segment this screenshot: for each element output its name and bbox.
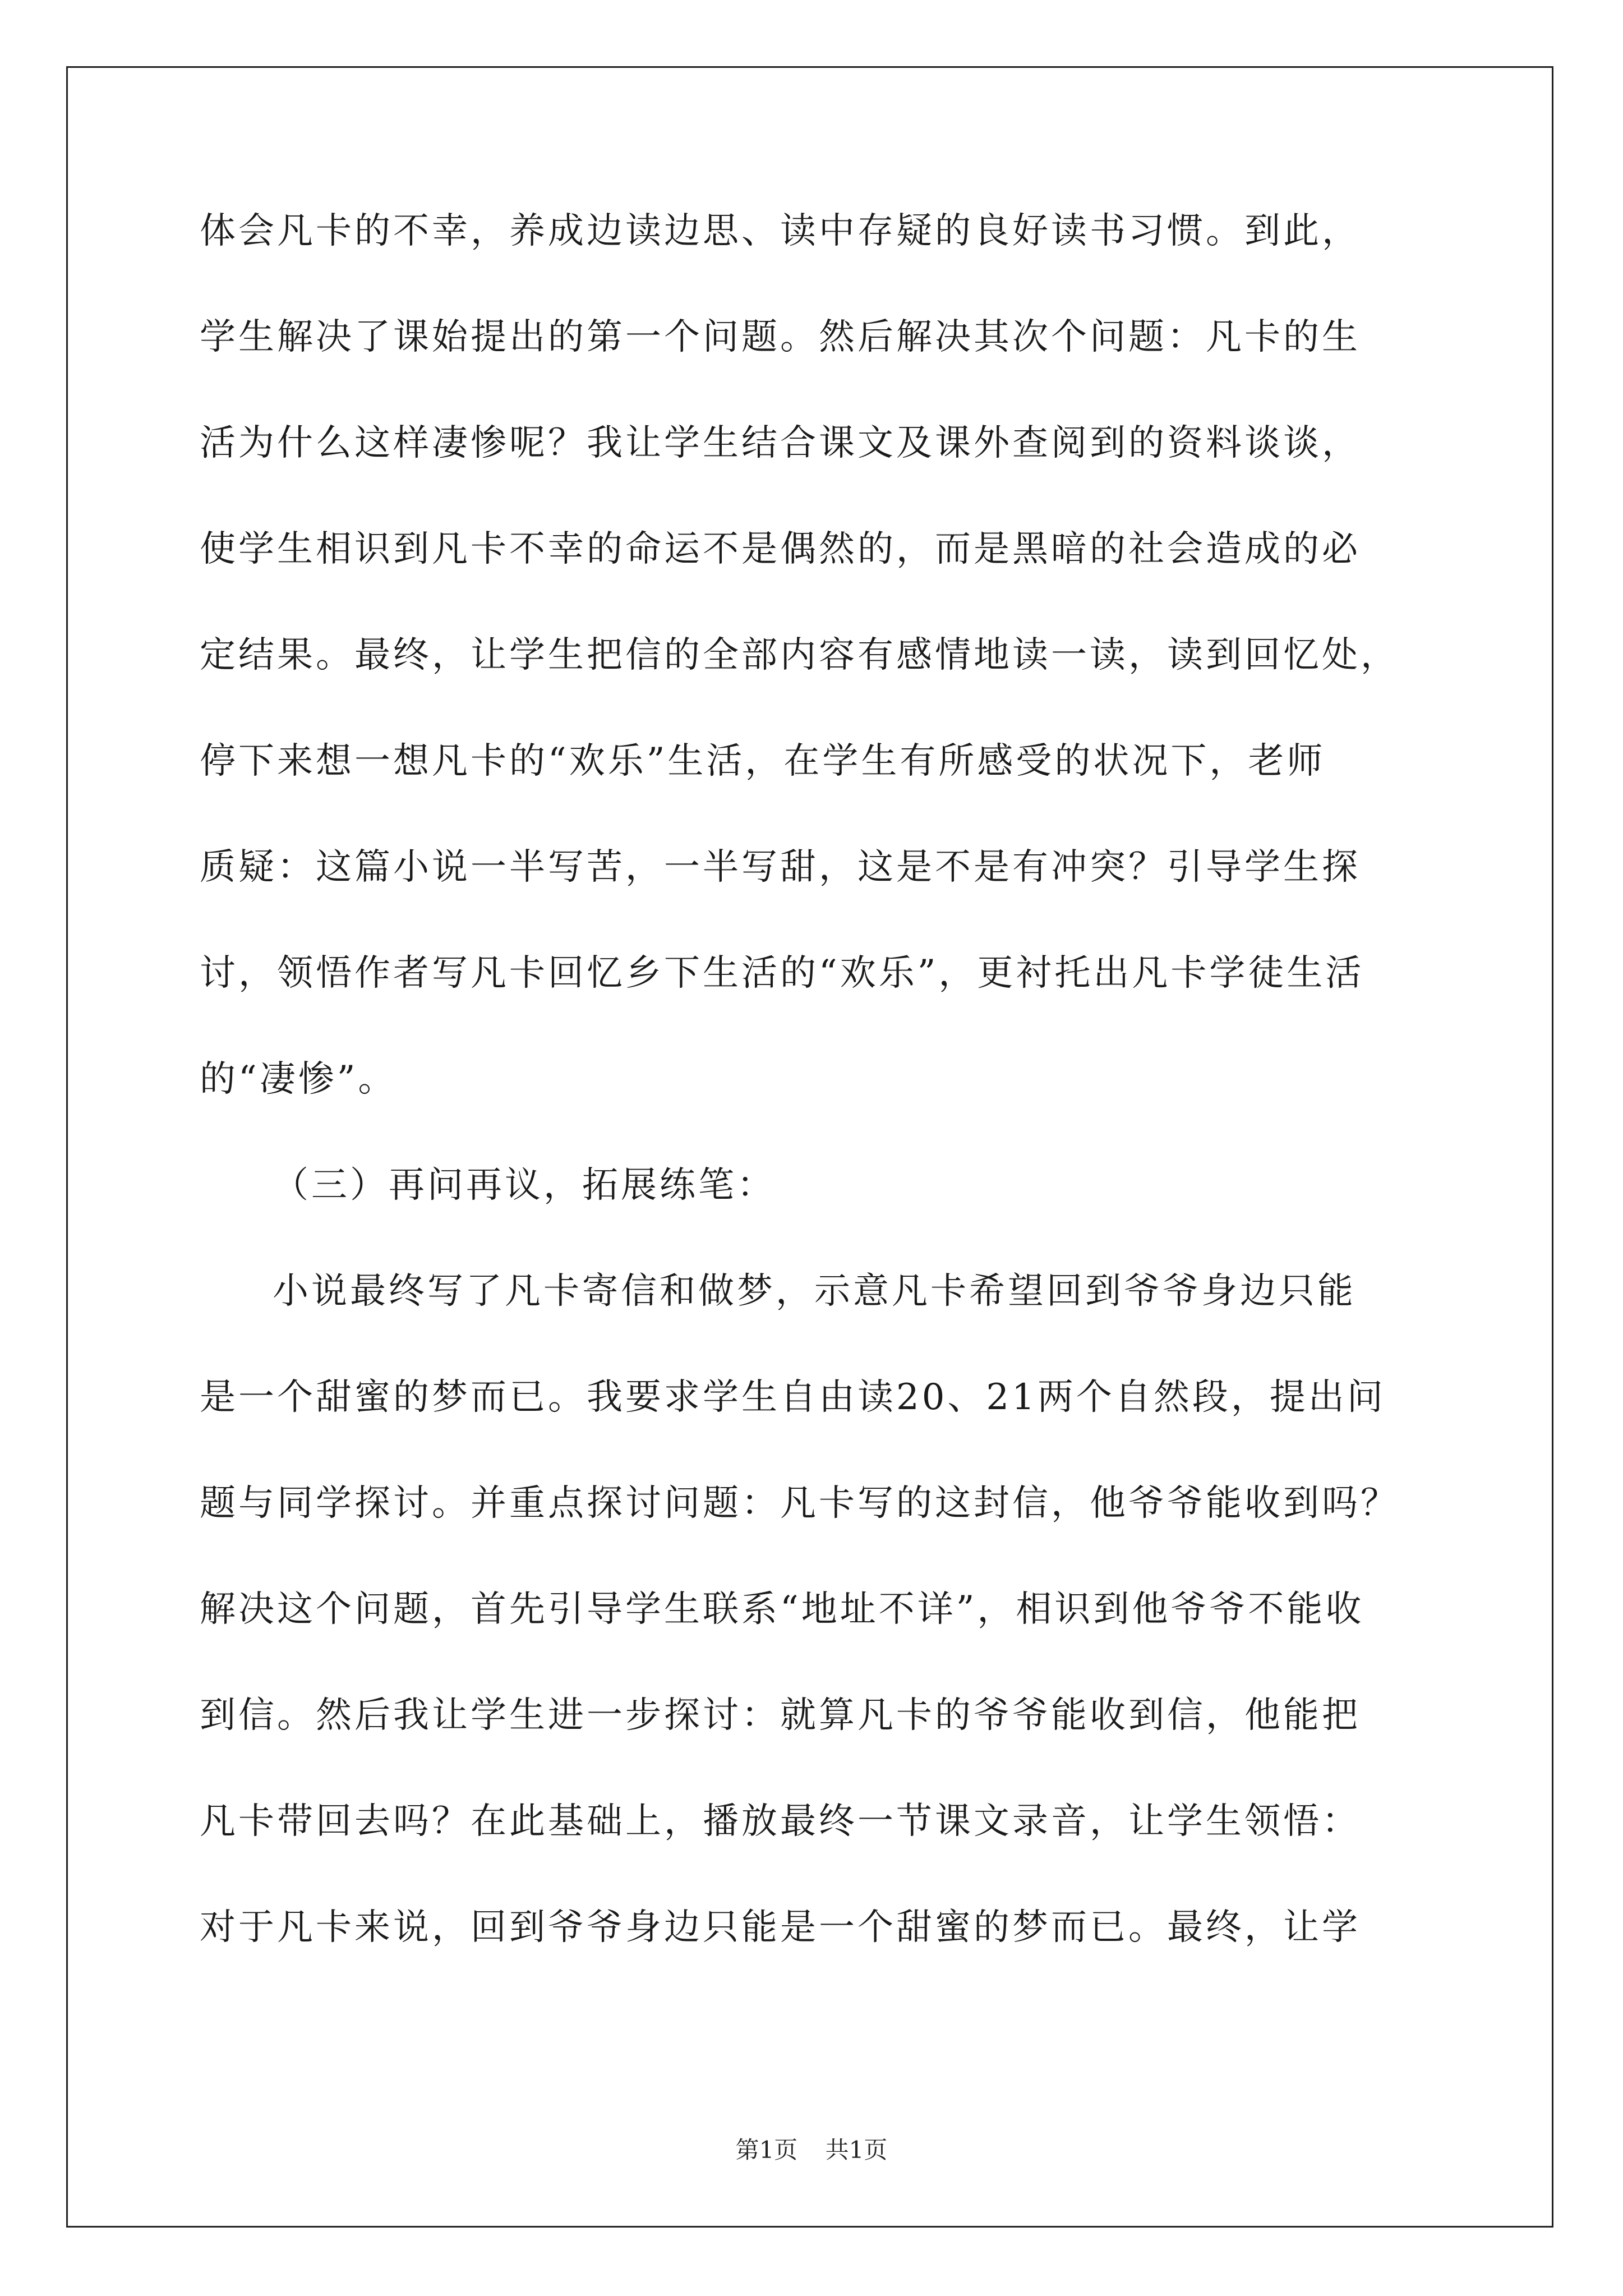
text-line-15: 到信。然后我让学生进一步探讨：就算凡卡的爷爷能收到信，他能把 [200,1695,1361,1736]
text-line-16: 凡卡带回去吗？在此基础上，播放最终一节课文录音，让学生领悟： [200,1801,1361,1842]
text-line-2: 学生解决了课始提出的第一个问题。然后解决其次个问题：凡卡的生 [200,316,1361,358]
section-heading: （三）再问再议，拓展练笔： [273,1165,776,1206]
text-line-12: 是一个甜蜜的梦而已。我要求学生自由读20、21两个自然段，提出问 [200,1377,1386,1418]
text-line-11: 小说最终写了凡卡寄信和做梦，示意凡卡希望回到爷爷身边只能 [273,1271,1356,1312]
text-line-14: 解决这个问题，首先引导学生联系“地址不详”，相识到他爷爷不能收 [200,1589,1364,1630]
text-line-3: 活为什么这样凄惨呢？我让学生结合课文及课外查阅到的资料谈谈， [200,422,1361,464]
text-line-5: 定结果。最终，让学生把信的全部内容有感情地读一读，读到回忆处， [200,634,1399,676]
text-line-4: 使学生相识到凡卡不幸的命运不是偶然的，而是黑暗的社会造成的必 [200,528,1361,570]
text-line-13: 题与同学探讨。并重点探讨问题：凡卡写的这封信，他爷爷能收到吗？ [200,1483,1399,1524]
text-line-8: 讨，领悟作者写凡卡回忆乡下生活的“欢乐”，更衬托出凡卡学徒生活 [200,953,1364,994]
text-line-9: 的“凄惨”。 [200,1059,397,1100]
text-line-1: 体会凡卡的不幸，养成边读边思、读中存疑的良好读书习惯。到此， [200,210,1361,252]
page-border [66,66,1553,2228]
text-line-6: 停下来想一想凡卡的“欢乐”生活，在学生有所感受的状况下，老师 [200,740,1326,782]
text-line-17: 对于凡卡来说，回到爷爷身边只能是一个甜蜜的梦而已。最终，让学 [200,1907,1361,1948]
page-footer [0,2132,1623,2165]
text-line-7: 质疑：这篇小说一半写苦，一半写甜，这是不是有冲突？引导学生探 [200,846,1361,888]
page-total: 共1页 [825,2136,888,2164]
page-number: 第1页 [735,2136,798,2164]
